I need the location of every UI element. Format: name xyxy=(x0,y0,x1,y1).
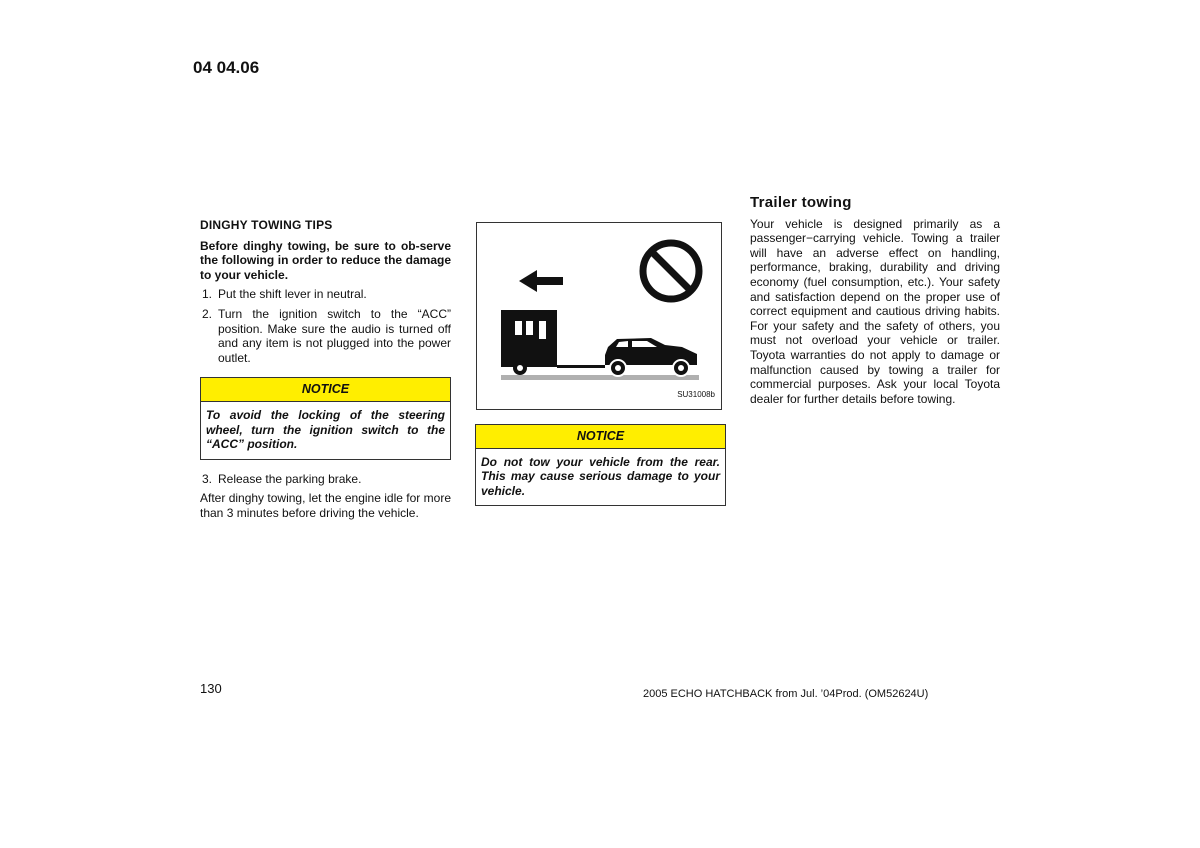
step-text: Turn the ignition switch to the “ACC” position. Make sure the audio is turned off and any item is not plugged into the power outlet. xyxy=(218,306,451,365)
notice-body: To avoid the locking of the steering wheel, turn the ignition switch to the “ACC” position. xyxy=(206,407,445,452)
ground-line xyxy=(501,375,699,380)
notice-title: NOTICE xyxy=(476,425,725,449)
arrow-left-icon xyxy=(519,270,563,292)
page-number: 130 xyxy=(200,681,222,696)
trailer-towing-section xyxy=(750,196,1000,406)
trailer-icon xyxy=(501,310,605,375)
towing-figure-section xyxy=(475,222,726,518)
notice-title: NOTICE xyxy=(201,378,450,402)
towing-illustration-svg xyxy=(477,223,721,409)
dinghy-towing-section xyxy=(200,218,451,521)
step-text: Release the parking brake. xyxy=(218,471,362,486)
list-item xyxy=(200,472,451,487)
trailer-towing-paragraph: Your vehicle is designed primarily as a passenger−carrying vehicle. Towing a trailer will have an adverse effect on handling, performance, braking, durability and driving economy (fuel consumption, etc.). Your safety and satisfaction depend on the proper use of correct equipment and cautious driving habits. For your safety and the safety of others, you must not overload your vehicle or trailer. Toyota warranties do not apply to damage or malfunction caused by towing a trailer for commercial purposes. Ask your local Toyota dealer for further details before towing. xyxy=(750,216,1000,406)
car-icon xyxy=(605,338,697,376)
step-number: 2. xyxy=(202,306,213,321)
step-text: Put the shift lever in neutral. xyxy=(218,287,367,302)
page-header-code: 04 04.06 xyxy=(193,58,260,77)
list-item xyxy=(200,307,451,365)
notice-body: Do not tow your vehicle from the rear. This may cause serious damage to your vehicle. xyxy=(481,454,720,498)
after-towing-paragraph: After dinghy towing, let the engine idle for more than 3 minutes before driving the vehicle. xyxy=(200,491,451,520)
list-item xyxy=(200,287,451,302)
step-number: 3. xyxy=(202,471,213,486)
towing-illustration xyxy=(476,222,722,410)
footer-text: 2005 ECHO HATCHBACK from Jul. ’04Prod. (OM52624U) xyxy=(643,688,929,700)
lead-paragraph: Before dinghy towing, be sure to ob-serve the following in order to reduce the damage to your vehicle. xyxy=(200,238,451,282)
steps-list-continued xyxy=(200,472,451,487)
notice-box xyxy=(475,424,726,506)
section-heading: DINGHY TOWING TIPS xyxy=(200,218,333,232)
steps-list xyxy=(200,287,451,365)
section-heading: Trailer towing xyxy=(750,194,852,211)
figure-code: SU31008b xyxy=(677,390,715,400)
notice-box xyxy=(200,377,451,459)
prohibition-icon xyxy=(643,243,699,299)
step-number: 1. xyxy=(202,287,213,302)
